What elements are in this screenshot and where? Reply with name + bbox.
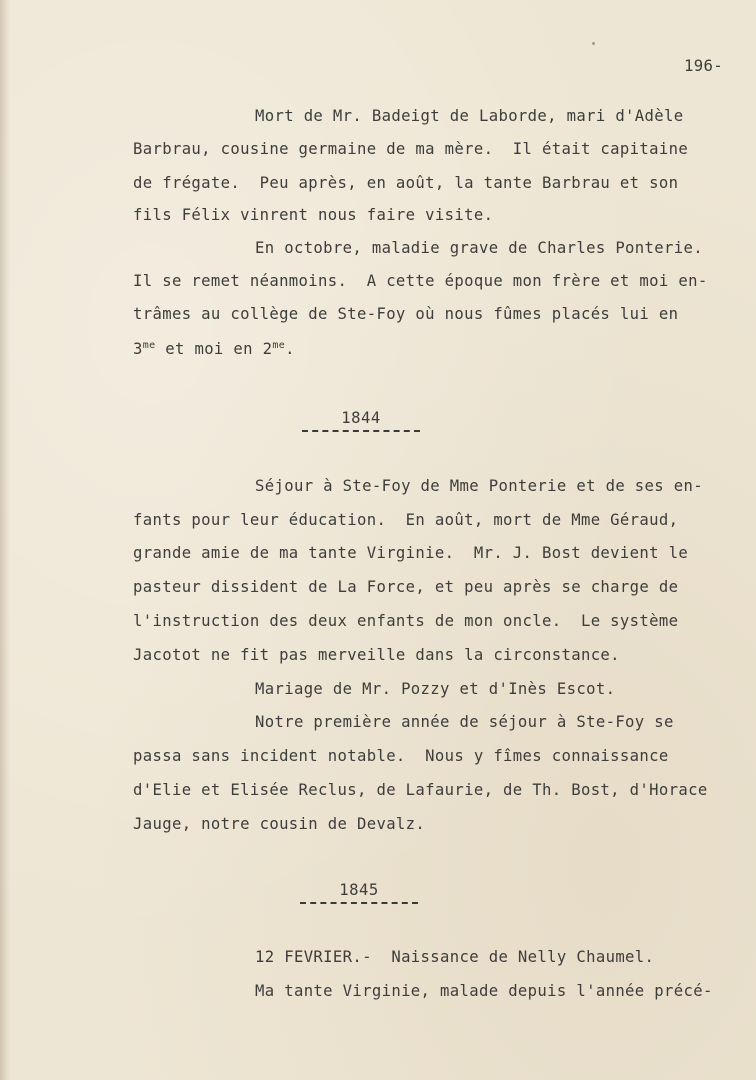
text-line: grande amie de ma tante Virginie. Mr. J. Bost devient le	[133, 544, 689, 562]
superscript: me	[142, 340, 156, 351]
text-fragment: 3	[133, 340, 143, 358]
year-heading-1845	[294, 880, 424, 904]
text-line: fants pour leur éducation. En août, mort de Mme Géraud,	[133, 511, 679, 529]
dashed-underline	[300, 902, 418, 904]
page-number: 196-	[684, 57, 723, 75]
text-line: Séjour à Ste-Foy de Mme Ponterie et de ses en-	[255, 477, 703, 495]
paper-speck	[592, 42, 595, 45]
text-line: d'Elie et Elisée Reclus, de Lafaurie, de Th. Bost, d'Horace	[133, 781, 708, 799]
text-line: Il se remet néanmoins. A cette époque mon frère et moi en-	[133, 272, 708, 290]
text-line-with-superscripts	[133, 339, 295, 359]
text-line: l'instruction des deux enfants de mon oncle. Le système	[133, 612, 679, 630]
text-line: 12 FEVRIER.- Naissance de Nelly Chaumel.	[255, 948, 655, 966]
year-label: 1844	[341, 409, 381, 427]
text-line: En octobre, maladie grave de Charles Ponterie.	[255, 239, 703, 257]
superscript: me	[272, 340, 286, 351]
text-line: Mariage de Mr. Pozzy et d'Inès Escot.	[255, 680, 616, 698]
text-line: trâmes au collège de Ste-Foy où nous fûmes placés lui en	[133, 305, 679, 323]
text-line: Jauge, notre cousin de Devalz.	[133, 815, 426, 833]
text-fragment: et moi en 2	[155, 340, 273, 358]
text-line: Notre première année de séjour à Ste-Foy se	[255, 713, 674, 731]
text-line: Barbrau, cousine germaine de ma mère. Il était capitaine	[133, 140, 689, 158]
text-line: passa sans incident notable. Nous y fîmes connaissance	[133, 747, 669, 765]
text-line: pasteur dissident de La Force, et peu après se charge de	[133, 578, 679, 596]
text-line: Mort de Mr. Badeigt de Laborde, mari d'Adèle	[255, 107, 684, 125]
text-line: Jacotot ne fit pas merveille dans la circonstance.	[133, 646, 620, 664]
page-edge-shadow	[0, 0, 10, 1080]
text-line: de frégate. Peu après, en août, la tante Barbrau et son	[133, 174, 679, 192]
dashed-underline	[302, 430, 420, 432]
year-heading-1844	[296, 408, 426, 432]
text-fragment: .	[285, 340, 295, 358]
year-label: 1845	[339, 881, 379, 899]
text-line: fils Félix vinrent nous faire visite.	[133, 206, 494, 224]
text-line: Ma tante Virginie, malade depuis l'année précé-	[255, 982, 713, 1000]
